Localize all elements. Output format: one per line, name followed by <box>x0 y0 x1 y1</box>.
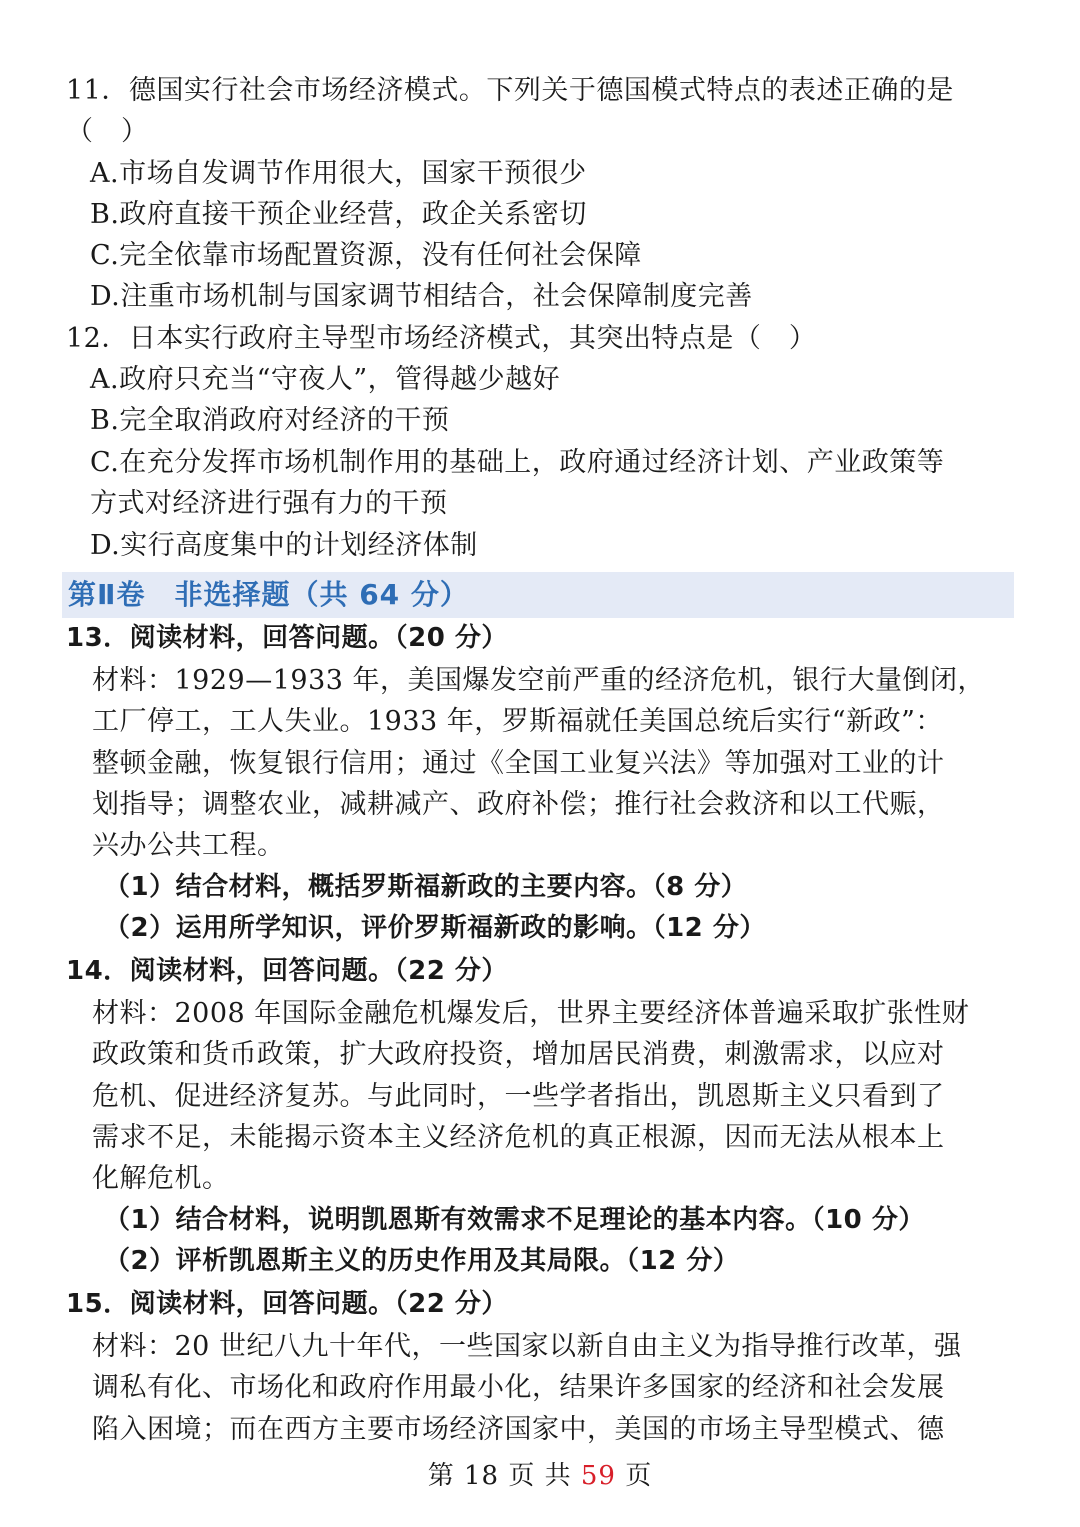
q11-option-a: A.市场自发调节作用很大，国家干预很少 <box>90 158 587 189</box>
q12-stem: 12．日本实行政府主导型市场经济模式，其突出特点是（ ） <box>66 323 817 354</box>
q14-material-line5: 化解危机。 <box>92 1163 230 1194</box>
q11-option-b: B.政府直接干预企业经营，政企关系密切 <box>90 199 587 230</box>
q11-stem: 11．德国实行社会市场经济模式。下列关于德国模式特点的表述正确的是 <box>66 75 954 106</box>
section-title: 第Ⅱ卷 非选择题（共 64 分） <box>68 578 469 611</box>
q13-subquestion-2: （2）运用所学知识，评价罗斯福新政的影响。（12 分） <box>104 913 766 943</box>
section-header <box>62 572 1014 618</box>
q15-material-line3: 陷入困境；而在西方主要市场经济国家中，美国的市场主导型模式、德 <box>92 1414 945 1445</box>
q12-option-c-line2: 方式对经济进行强有力的干预 <box>90 488 448 519</box>
q15-title: 15．阅读材料，回答问题。（22 分） <box>66 1289 508 1319</box>
q11-blank: （ ） <box>66 116 149 147</box>
q14-material-line2: 政政策和货币政策，扩大政府投资，增加居民消费，刺激需求，以应对 <box>92 1039 945 1070</box>
q14-material-line1: 材料：2008 年国际金融危机爆发后，世界主要经济体普遍采取扩张性财 <box>92 998 970 1029</box>
q13-material-line4: 划指导；调整农业，减耕减产、政府补偿；推行社会救济和以工代赈， <box>92 789 945 820</box>
page-number-prefix: 第 18 页 共 <box>427 1461 581 1491</box>
q15-material-line2: 调私有化、市场化和政府作用最小化，结果许多国家的经济和社会发展 <box>92 1372 945 1403</box>
q14-title: 14．阅读材料，回答问题。（22 分） <box>66 956 508 986</box>
q14-subquestion-1: （1）结合材料，说明凯恩斯有效需求不足理论的基本内容。（10 分） <box>104 1205 925 1235</box>
q13-subquestion-1: （1）结合材料，概括罗斯福新政的主要内容。（8 分） <box>104 872 748 902</box>
q14-subquestion-2: （2）评析凯恩斯主义的历史作用及其局限。（12 分） <box>104 1246 740 1276</box>
q13-material-line2: 工厂停工，工人失业。1933 年，罗斯福就任美国总统后实行“新政”： <box>92 706 943 737</box>
page-number-suffix: 页 <box>615 1461 653 1491</box>
q12-option-b: B.完全取消政府对经济的干预 <box>90 405 450 436</box>
q11-option-c: C.完全依靠市场配置资源，没有任何社会保障 <box>90 240 642 271</box>
page-total: 59 <box>580 1461 616 1491</box>
q12-option-c-line1: C.在充分发挥市场机制作用的基础上，政府通过经济计划、产业政策等 <box>90 447 945 478</box>
page-footer <box>0 1456 1080 1496</box>
q13-material-line3: 整顿金融，恢复银行信用；通过《全国工业复兴法》等加强对工业的计 <box>92 748 945 779</box>
q13-material-line5: 兴办公共工程。 <box>92 830 285 861</box>
q14-material-line4: 需求不足，未能揭示资本主义经济危机的真正根源，因而无法从根本上 <box>92 1122 945 1153</box>
q13-title: 13．阅读材料，回答问题。（20 分） <box>66 623 508 653</box>
q14-material-line3: 危机、促进经济复苏。与此同时，一些学者指出，凯恩斯主义只看到了 <box>92 1081 945 1112</box>
q12-option-d: D.实行高度集中的计划经济体制 <box>90 530 478 561</box>
q11-option-d: D.注重市场机制与国家调节相结合，社会保障制度完善 <box>90 281 753 312</box>
q15-material-line1: 材料：20 世纪八九十年代，一些国家以新自由主义为指导推行改革，强 <box>92 1331 962 1362</box>
q12-option-a: A.政府只充当“守夜人”，管得越少越好 <box>90 364 561 395</box>
q13-material-line1: 材料：1929—1933 年，美国爆发空前严重的经济危机，银行大量倒闭， <box>92 665 986 696</box>
